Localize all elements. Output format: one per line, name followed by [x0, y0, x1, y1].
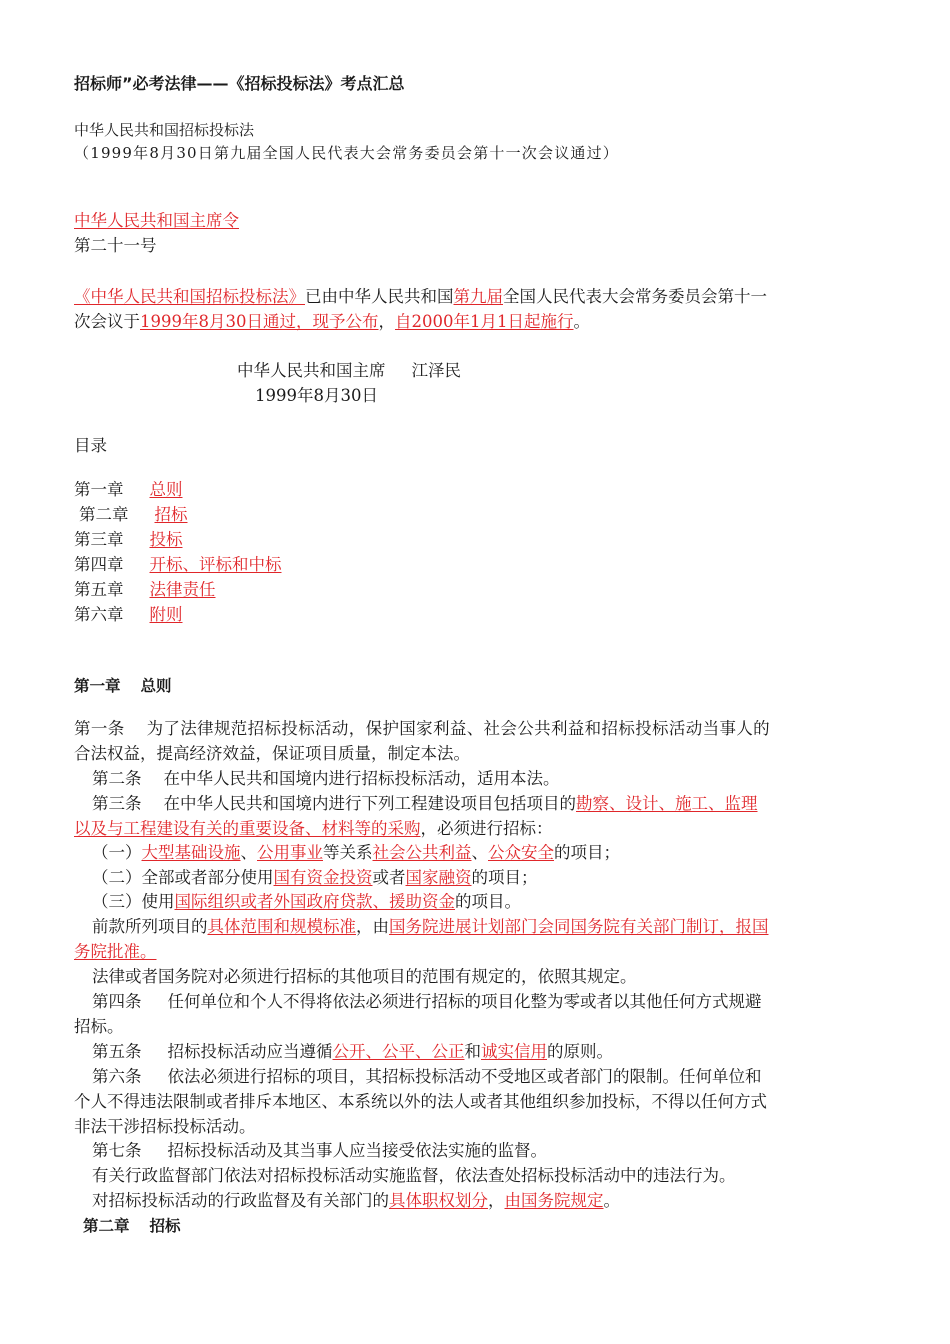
state-council-approval-link[interactable]: 国务院进展计划部门会同国务院有关部门制订，报国 — [389, 917, 769, 936]
article-3-para-1-line-2 — [74, 940, 157, 964]
toc-item: 第五章 法律责任 — [74, 580, 216, 599]
article-3-item-1: （一）大型基础设施、公用事业等关系社会公共利益、公众安全的项目； — [92, 843, 620, 862]
order-number: 第二十一号 — [74, 236, 157, 255]
toc-item: 第四章 开标、评标和中标 — [74, 555, 282, 574]
article-7: 第七条 招标投标活动及其当事人应当接受依法实施的监督。 — [92, 1141, 547, 1160]
chapter-1-heading: 第一章 总则 — [74, 677, 172, 695]
order-paragraph-line-1: 《中华人民共和国招标投标法》已由中华人民共和国第九届全国人民代表大会常务委员会第十一 — [74, 287, 767, 306]
article-6-line-2: 个人不得违法限制或者排斥本地区、本系统以外的法人或者其他组织参加投标，不得以任何方式 — [74, 1092, 767, 1111]
article-1-line-1: 第一条 为了法律规范招标投标活动，保护国家利益、社会公共利益和招标投标活动当事人的 — [74, 719, 771, 738]
equipment-procurement-link[interactable]: 以及与工程建设有关的重要设备、材料等的采购 — [74, 819, 421, 838]
order-paragraph-line-2: 次会议于1999年8月30日通过，现予公布，自2000年1月1日起施行。 — [74, 312, 590, 331]
foreign-loans-link[interactable]: 国际组织或者外国政府贷款、援助资金 — [174, 892, 455, 911]
state-funds-link[interactable]: 国有资金投资 — [273, 868, 373, 887]
toc-link-chapter-1[interactable]: 总则 — [149, 480, 183, 499]
duties-division-link[interactable]: 具体职权划分 — [389, 1191, 488, 1210]
toc-link-chapter-4[interactable]: 开标、评标和中标 — [149, 555, 282, 574]
toc-item: 第六章 附则 — [74, 605, 183, 624]
signature-line: 中华人民共和国主席 江泽民 — [237, 361, 461, 380]
survey-design-link[interactable]: 勘察、设计、施工、监理 — [576, 794, 758, 813]
article-6-line-1: 第六条 依法必须进行招标的项目，其招标投标活动不受地区或者部门的限制。任何单位和 — [92, 1067, 762, 1086]
article-3-item-2: （二）全部或者部分使用国有资金投资或者国家融资的项目； — [92, 868, 538, 887]
article-4-line-2: 招标。 — [74, 1017, 124, 1036]
signature-date: 1999年8月30日 — [255, 386, 378, 405]
presidential-order-link[interactable]: 中华人民共和国主席令 — [74, 211, 239, 230]
law-title: 中华人民共和国招标投标法 — [74, 121, 255, 139]
good-faith-link[interactable]: 诚实信用 — [481, 1042, 547, 1061]
article-3-line-1: 第三条 在中华人民共和国境内进行下列工程建设项目包括项目的勘察、设计、施工、监理 — [92, 794, 758, 813]
chapter-2-heading: 第二章 招标 — [83, 1217, 181, 1235]
article-3-item-3: （三）使用国际组织或者外国政府贷款、援助资金的项目。 — [92, 892, 521, 911]
toc-link-chapter-3[interactable]: 投标 — [149, 530, 183, 549]
effective-date-link[interactable]: 自2000年1月1日起施行 — [395, 312, 574, 331]
open-fair-just-link[interactable]: 公开、公平、公正 — [332, 1042, 465, 1061]
article-2: 第二条 在中华人民共和国境内进行招标投标活动，适用本法。 — [92, 769, 560, 788]
toc-link-chapter-6[interactable]: 附则 — [149, 605, 183, 624]
page-heading: 招标师”必考法律——《招标投标法》考点汇总 — [74, 74, 405, 93]
article-3-para-1-line-1: 前款所列项目的具体范围和规模标准，由国务院进展计划部门会同国务院有关部门制订，报国 — [92, 917, 769, 936]
state-council-approval-link-cont[interactable]: 务院批准。 — [74, 942, 157, 961]
public-utility-link[interactable]: 公用事业 — [257, 843, 323, 862]
law-adopted-note: （1999年8月30日第九届全国人民代表大会常务委员会第十一次会议通过） — [74, 144, 620, 162]
article-4-line-1: 第四条 任何单位和个人不得将依法必须进行招标的项目化整为零或者以其他任何方式规避 — [92, 992, 762, 1011]
passed-date-link[interactable]: 1999年8月30日通过，现予公布 — [140, 312, 379, 331]
article-6-line-3: 非法干涉招标投标活动。 — [74, 1117, 256, 1136]
article-5: 第五条 招标投标活动应当遵循公开、公平、公正和诚实信用的原则。 — [92, 1042, 613, 1061]
toc-link-chapter-5[interactable]: 法律责任 — [149, 580, 216, 599]
ninth-session-link[interactable]: 第九届 — [453, 287, 503, 306]
toc-item: 第二章 招标 — [79, 505, 188, 524]
state-financing-link[interactable]: 国家融资 — [405, 868, 472, 887]
toc-link-chapter-2[interactable]: 招标 — [154, 505, 188, 524]
scope-standard-link[interactable]: 具体范围和规模标准 — [207, 917, 356, 936]
article-7-para-1: 有关行政监督部门依法对招标投标活动实施监督，依法查处招标投标活动中的违法行为。 — [92, 1166, 736, 1185]
infrastructure-link[interactable]: 大型基础设施 — [141, 843, 241, 862]
toc-label: 目录 — [74, 436, 107, 455]
law-name-link[interactable]: 《中华人民共和国招标投标法》 — [74, 287, 305, 306]
state-council-rule-link[interactable]: 由国务院规定 — [504, 1191, 604, 1210]
article-3-line-2: 以及与工程建设有关的重要设备、材料等的采购，必须进行招标： — [74, 819, 553, 838]
public-safety-link[interactable]: 公众安全 — [488, 843, 554, 862]
public-interest-link[interactable]: 社会公共利益 — [372, 843, 472, 862]
toc-item: 第三章 投标 — [74, 530, 183, 549]
article-7-para-2: 对招标投标活动的行政监督及有关部门的具体职权划分，由国务院规定。 — [92, 1191, 620, 1210]
article-3-para-2: 法律或者国务院对必须进行招标的其他项目的范围有规定的，依照其规定。 — [92, 967, 637, 986]
article-1-line-2: 合法权益，提高经济效益，保证项目质量，制定本法。 — [74, 744, 470, 763]
toc-item: 第一章 总则 — [74, 480, 183, 499]
